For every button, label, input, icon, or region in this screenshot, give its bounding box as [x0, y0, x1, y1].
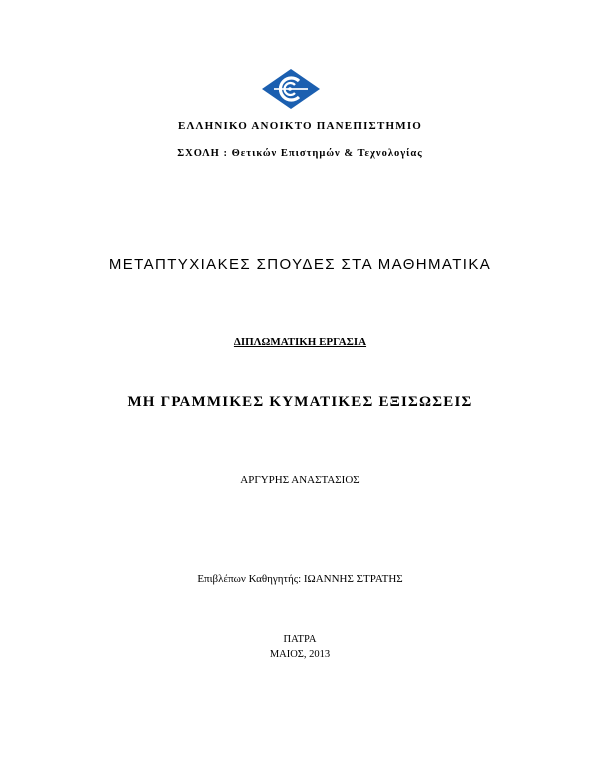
university-name: ΕΛΛΗΝΙΚΟ ΑΝΟΙΚΤΟ ΠΑΝΕΠΙΣΤΗΜΙΟ [177, 120, 423, 132]
programme-title: ΜΕΤΑΠΤΥΧΙΑΚΕΣ ΣΠΟΥΔΕΣ ΣΤΑ ΜΑΘΗΜΑΤΙΚΑ [108, 256, 492, 273]
thesis-label: ΔΙΠΛΩΜΑΤΙΚΗ ΕΡΓΑΣΙΑ [233, 336, 367, 348]
supervisor-line: Επιβλέπων Καθηγητής: ΙΩΑΝΝΗΣ ΣΤΡΑΤΗΣ [197, 573, 403, 585]
city: ΠΑΤΡΑ [283, 634, 317, 645]
school-name: ΣΧΟΛΗ : Θετικών Επιστημών & Τεχνολογίας [177, 148, 423, 159]
author-name: ΑΡΓΥΡΗΣ ΑΝΑΣΤΑΣΙΟΣ [240, 474, 360, 486]
thesis-title: ΜΗ ΓΡΑΜΜΙΚΕΣ ΚΥΜΑΤΙΚΕΣ ΕΞΙΣΩΣΕΙΣ [127, 394, 473, 410]
date: ΜΑΙΟΣ, 2013 [269, 649, 331, 660]
university-logo-icon [261, 68, 321, 110]
